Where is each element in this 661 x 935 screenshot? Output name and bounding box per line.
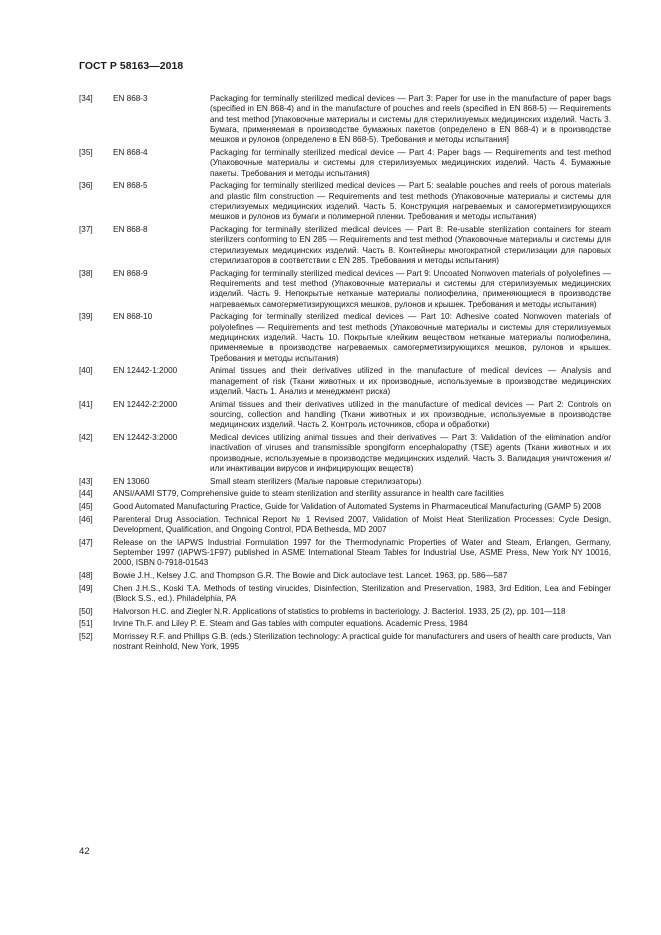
reference-entry — [79, 312, 611, 364]
reference-entry — [79, 181, 611, 222]
reference-list — [79, 94, 611, 655]
reference-code: EN 868-9 — [113, 268, 148, 278]
reference-text: Packaging for terminally sterilized medical devices — Part 8: Re-usable sterilization containers for steam sterilizers conforming to EN 285 — Requirements and test method (Упаковочные материалы и системы для стерилизуемых медицинских изделий. Часть 8. Контейнеры многократной стерилизации для паровых стерилизаторов в соответствии с EN 285. Требования и методы испытания) — [210, 225, 611, 266]
reference-entry — [79, 584, 611, 605]
reference-number: [47] — [79, 537, 93, 547]
reference-entry — [79, 366, 611, 397]
reference-number: [41] — [79, 399, 93, 409]
reference-entry — [79, 148, 611, 179]
reference-text: Halvorson H.C. and Ziegler N.R. Applications of statistics to problems in bacteriology. J. Bacteriol. 1933, 25 (2), pp. 101—118 — [113, 606, 566, 616]
reference-number: [34] — [79, 94, 93, 103]
reference-entry — [79, 632, 611, 653]
reference-text: Bowie J.H., Kelsey J.C. and Thompson G.R. The Bowie and Dick autoclave test. Lancet. 1963, pp. 586—587 — [113, 570, 508, 580]
reference-text: Animal tissues and their derivatives utilized in the manufacture of medical devices — Analysis and management of risk (Ткани животных и их производные, используемые в производстве медицинских изделий. Часть 1. Анализ и менеджмент риска) — [210, 366, 611, 397]
reference-entry — [79, 433, 611, 474]
reference-code: EN 12442-2:2000 — [113, 399, 178, 409]
reference-code: EN 12442-3:2000 — [113, 433, 178, 443]
reference-entry — [79, 94, 611, 146]
reference-number: [39] — [79, 312, 93, 322]
reference-number: [51] — [79, 619, 93, 629]
reference-number: [44] — [79, 489, 93, 499]
reference-number: [40] — [79, 366, 93, 376]
reference-number: [48] — [79, 570, 93, 580]
reference-text: Small steam sterilizers (Малые паровые стерилизаторы) — [210, 476, 422, 486]
reference-entry — [79, 225, 611, 266]
reference-number: [43] — [79, 476, 93, 486]
reference-text: Packaging for terminally sterilized medical devices — Part 9: Uncoated Nonwoven materials of polyolefines — Requirements and test method (Упаковочные материалы и системы для стерилизуемых медицинских изделий. Часть 9. Непокрытые нетканые материалы полиофелина, применяющиеся в производстве нагреваемых самогерметизирующихся мешков, рулонов и крышек. Требования и методы испытания) — [210, 268, 611, 309]
reference-text: ANSI/AAMI ST79, Comprehensive guide to steam sterilization and sterility assurance in health care facilities — [113, 489, 504, 499]
page-number: 42 — [79, 846, 90, 857]
reference-number: [50] — [79, 606, 93, 616]
reference-code: EN 868-8 — [113, 225, 148, 235]
reference-number: [35] — [79, 148, 93, 158]
reference-number: [46] — [79, 514, 93, 524]
reference-number: [52] — [79, 631, 93, 641]
reference-number: [42] — [79, 433, 93, 443]
reference-text: Irvine Th.F. and Liley P. E. Steam and Gas tables with computer equations. Academic Press, 1984 — [113, 619, 468, 629]
reference-number: [49] — [79, 583, 93, 593]
reference-entry — [79, 477, 611, 487]
reference-entry — [79, 400, 611, 431]
reference-entry — [79, 489, 611, 499]
reference-text: Morrissey R.F. and Phillips G.B. (eds.) Sterilization technology: A practical guide for manufacturers and users of health care products, Van nostrant Reinhold, New York, 1995 — [113, 631, 611, 652]
reference-code: EN 868-4 — [113, 148, 148, 158]
reference-code: EN 868-10 — [113, 312, 153, 322]
reference-entry — [79, 538, 611, 569]
reference-code: EN 12442-1:2000 — [113, 366, 178, 376]
reference-text: Release on the IAPWS Industrial Formulation 1997 for the Thermodynamic Properties of Water and Steam, Erlangen, Germany, September 1997 (IAPWS-1F97) published in ASME International Steam Tables for Industrial Use, ASME Press, New York NY 10016, 2000, ISBN 0-7918-01543 — [113, 537, 611, 568]
reference-entry — [79, 515, 611, 536]
reference-text: Packaging for terminally sterilized medical devices — Part 5: sealable pouches and reels of porous materials and plastic film construction — Requirements and test methods (Упаковочные материалы и системы для стерилизуемых медицинских изделий. Часть 5. Конструкция нагреваемых и самогерметизирующихся мешков и рулонов из бумаги и полимерной пленки. Требования и методы испытания) — [210, 181, 611, 222]
reference-code: EN 13060 — [113, 476, 150, 486]
document-header: ГОСТ Р 58163—2018 — [79, 61, 184, 72]
reference-text: Packaging for terminally sterilized medical devices — Part 10: Adhesive coated Nonwoven materials of polyolefines — Requirements and test methods (Упаковочные материалы и системы для стерилизуемых медицинских изделий. Часть 10. Покрытые клейким веществом нетканые материалы полиофелина, применяемые в производстве нагреваемых самогерметизирующихся мешков, рулонов и крышек. Требования и методы испытания) — [210, 312, 611, 363]
reference-entry — [79, 619, 611, 629]
reference-code: EN 868-3 — [113, 94, 148, 103]
reference-number: [45] — [79, 501, 93, 511]
reference-text: Packaging for terminally sterilized medical device — Part 4: Paper bags — Requirements and test method (Упаковочные материалы и системы для стерилизуемых медицинских изделий. Часть 4. Бумажные пакеты. Требования и методы испытания) — [210, 148, 611, 178]
reference-entry — [79, 571, 611, 581]
reference-entry — [79, 502, 611, 512]
reference-entry — [79, 607, 611, 617]
reference-text: Good Automated Manufacturing Practice, Guide for Validation of Automated Systems in Pharmaceutical Manufacturing (GAMP 5) 2008 — [113, 501, 602, 511]
reference-text: Medical devices utilizing animal tissues and their derivatives — Part 3: Validation of the elimination and/or inactivation of viruses and transmissible spongiform encephalopathy (TSE) agents (Ткани животных и их производные, используемые в производстве медицинских изделий. Часть 3. Валидация уничтожения и/или инактивации вирусов и инфицирующих веществ) — [210, 433, 611, 474]
reference-entry — [79, 269, 611, 310]
reference-number: [36] — [79, 181, 93, 191]
reference-text: Packaging for terminally sterilized medical devices — Part 3: Paper for use in the manufacture of paper bags (specified in EN 868-4) and in the manufacture of pouches and reels (specified in EN 868-5) — Requirements and test method [Упаковочные материалы и системы для стерилизуемых медицинских изделий. Часть 3. Бумага, применяемая в производстве бумажных пакетов (определено в EN 868-4) и в производстве мешков и рулонов (определено в EN 868-5). Требования и методы испытания] — [210, 94, 611, 145]
reference-text: Animal tissues and their derivatives utilized in the manufacture of medical devices — Part 2: Controls on sourcing, collection and handling (Ткани животных и их производные, используемые в производстве медицинских изделий. Часть 2. Контроль источников, сбора и обработки) — [210, 399, 611, 430]
reference-text: Chen J.H.S., Koski T.A. Methods of testing virucides, Disinfection, Sterilization and Preservation, 1983, 3rd Edition, Lea and Febinger (Block S.S., ed.). Philadelphia, PA — [113, 583, 611, 603]
reference-number: [37] — [79, 225, 93, 235]
reference-number: [38] — [79, 268, 93, 278]
reference-text: Parenteral Drug Association. Technical Report № 1 Revised 2007, Validation of Moist Heat Sterilization Processes: Cycle Design, Development, Qualification, and Ongoing Control, PDA Bethesda, MD 2007 — [113, 514, 611, 534]
reference-code: EN 868-5 — [113, 181, 148, 191]
